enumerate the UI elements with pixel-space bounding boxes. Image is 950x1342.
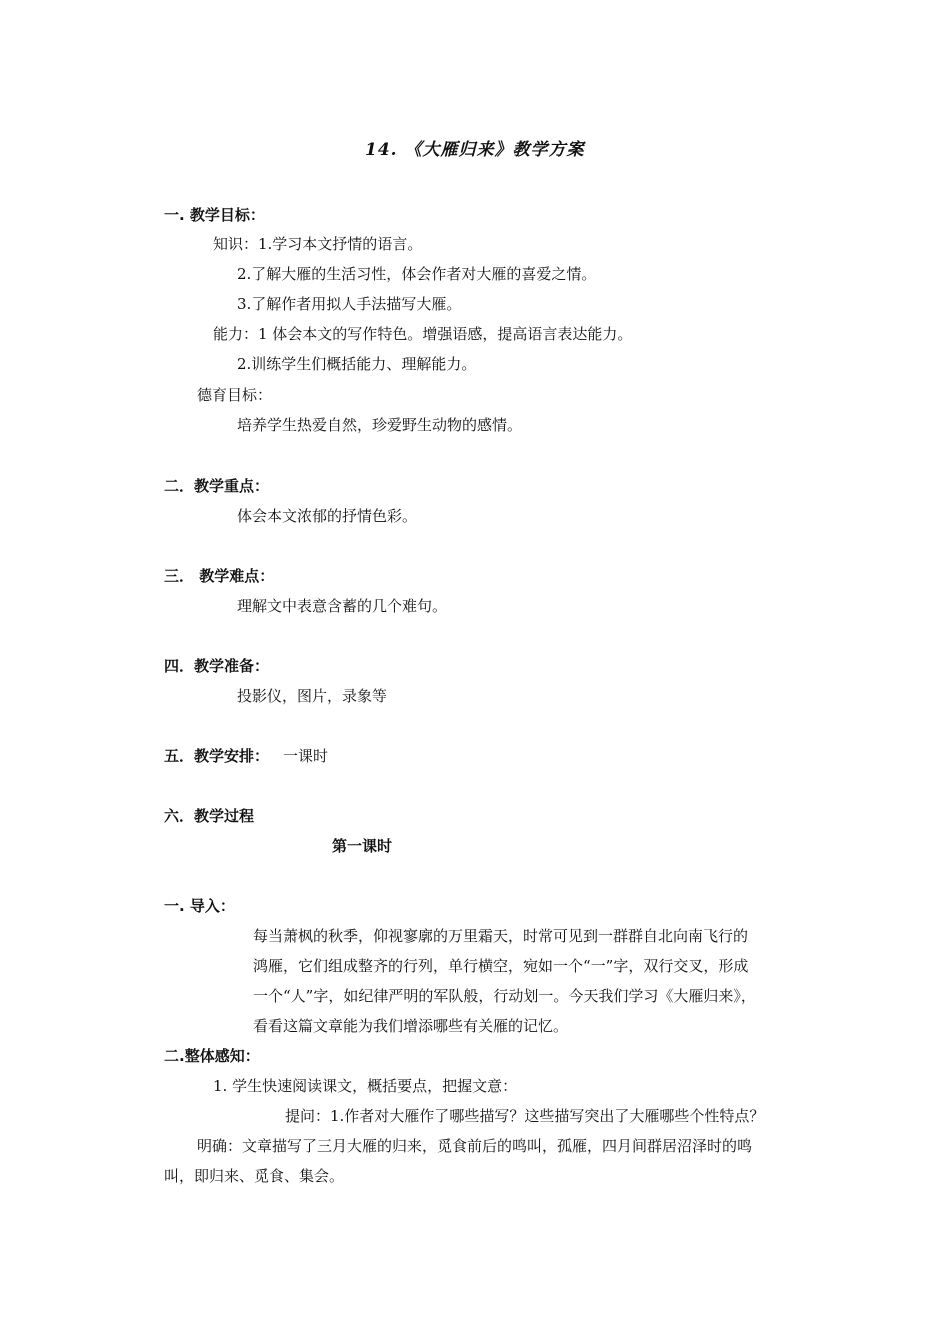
first-lesson-heading: 第一课时 xyxy=(332,837,393,855)
overview-step-1: 1. 学生快速阅读课文，概括要点，把握文意： xyxy=(213,1077,518,1095)
section-schedule-heading: 五．教学安排： xyxy=(164,747,270,765)
key-points-text: 体会本文浓郁的抒情色彩。 xyxy=(237,507,418,525)
intro-line-2: 鸿雁，它们组成整齐的行列，单行横空，宛如一个“一”字，双行交叉，形成 xyxy=(253,957,749,975)
moral-goal-text: 培养学生热爱自然，珍爱野生动物的感情。 xyxy=(237,416,523,434)
overview-question-1: 提问：1.作者对大雁作了哪些描写？这些描写突出了大雁哪些个性特点？ xyxy=(285,1107,765,1125)
knowledge-goal-3: 3.了解作者用拟人手法描写大雁。 xyxy=(237,295,462,313)
intro-line-4: 看看这篇文章能为我们增添哪些有关雁的记忆。 xyxy=(253,1017,569,1035)
section-objectives-heading: 一. 教学目标： xyxy=(164,206,265,224)
section-key-points-heading: 二．教学重点： xyxy=(164,477,270,495)
ability-goal-1: 能力：1 体会本文的写作特色。增强语感，提高语言表达能力。 xyxy=(213,325,633,343)
ability-goal-2: 2.训练学生们概括能力、理解能力。 xyxy=(237,355,477,373)
knowledge-goal-2: 2.了解大雁的生活习性，体会作者对大雁的喜爱之情。 xyxy=(237,265,597,283)
overview-answer-line-1: 明确：文章描写了三月大雁的归来，觅食前后的鸣叫，孤雁，四月间群居沼泽时的鸣 xyxy=(197,1137,753,1155)
intro-line-3: 一个“人”字，如纪律严明的军队般，行动划一。今天我们学习《大雁归来》， xyxy=(253,987,756,1005)
document-title: 14. 《大雁归来》教学方案 xyxy=(365,140,585,160)
schedule-value: 一课时 xyxy=(283,747,329,765)
section-preparation-heading: 四．教学准备： xyxy=(164,657,270,675)
intro-heading: 一. 导入： xyxy=(164,897,235,915)
overview-heading: 二.整体感知： xyxy=(164,1047,260,1065)
knowledge-goal-1: 知识：1.学习本文抒情的语言。 xyxy=(213,235,423,253)
preparation-text: 投影仪，图片，录象等 xyxy=(237,687,388,705)
overview-answer-line-2: 叫，即归来、觅食、集会。 xyxy=(164,1167,345,1185)
section-process-heading: 六．教学过程 xyxy=(164,807,255,825)
intro-line-1: 每当萧枫的秋季，仰视寥廓的万里霜天，时常可见到一群群自北向南飞行的 xyxy=(253,927,749,945)
moral-goal-label: 德育目标： xyxy=(197,386,273,404)
difficulties-text: 理解文中表意含蓄的几个难句。 xyxy=(237,597,448,615)
section-difficulties-heading: 三． 教学难点： xyxy=(164,567,275,585)
